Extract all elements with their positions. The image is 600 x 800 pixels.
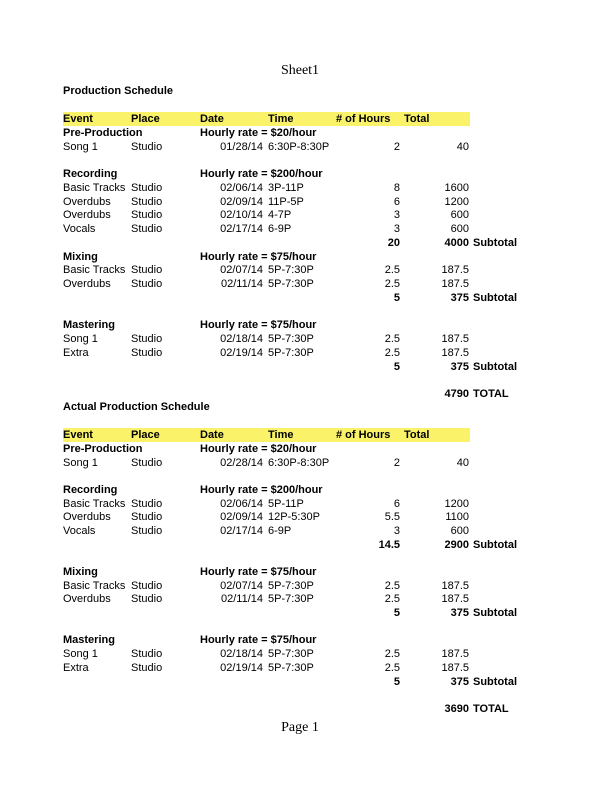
cell-place: Studio xyxy=(131,511,163,523)
cell-time: 5P-7:30P xyxy=(268,593,314,605)
header-place: Place xyxy=(131,429,160,441)
cell-event: Basic Tracks xyxy=(63,264,126,276)
cell-hours: 2.5 xyxy=(384,593,400,605)
header-event: Event xyxy=(63,429,93,441)
table-row xyxy=(63,181,523,195)
grand-total-label: TOTAL xyxy=(473,703,509,715)
cell-total: 1200 xyxy=(444,196,469,208)
cell-hours: 3 xyxy=(393,525,400,537)
cell-date: 02/18/14 xyxy=(220,333,263,345)
table-row xyxy=(63,208,523,222)
hourly-rate: Hourly rate = $75/hour xyxy=(200,251,317,263)
sheet-title: Sheet1 xyxy=(280,63,320,78)
grand-total-row xyxy=(63,702,523,716)
table-row xyxy=(63,222,523,236)
cell-hours: 2.5 xyxy=(384,264,400,276)
cell-event: Song 1 xyxy=(63,141,98,153)
grand-total-value: 3690 xyxy=(444,703,469,715)
cell-date: 02/28/14 xyxy=(220,457,263,469)
subtotal-label: Subtotal xyxy=(473,237,517,249)
cell-total: 1200 xyxy=(444,498,469,510)
cell-hours: 6 xyxy=(393,498,400,510)
cell-hours: 2.5 xyxy=(384,662,400,674)
cell-hours: 6 xyxy=(393,196,400,208)
cell-time: 5P-7:30P xyxy=(268,662,314,674)
cell-place: Studio xyxy=(131,525,163,537)
subtotal-hours: 5 xyxy=(393,292,400,304)
hourly-rate: Hourly rate = $75/hour xyxy=(200,566,317,578)
header-place: Place xyxy=(131,113,160,125)
header-hours: # of Hours xyxy=(336,113,391,125)
cell-place: Studio xyxy=(131,498,163,510)
subtotal-total: 375 xyxy=(450,361,469,373)
cell-date: 02/06/14 xyxy=(220,498,263,510)
cell-time: 6:30P-8:30P xyxy=(268,141,330,153)
hourly-rate: Hourly rate = $20/hour xyxy=(200,443,317,455)
cell-date: 02/11/14 xyxy=(220,278,263,290)
cell-time: 5P-7:30P xyxy=(268,648,314,660)
group-name: Recording xyxy=(63,168,118,180)
subtotal-row xyxy=(63,538,523,552)
table-row xyxy=(63,497,523,511)
cell-event: Song 1 xyxy=(63,648,98,660)
grand-total-row xyxy=(63,387,523,401)
group-heading-row xyxy=(63,126,523,140)
cell-event: Basic Tracks xyxy=(63,580,126,592)
cell-date: 02/06/14 xyxy=(220,182,263,194)
table-row xyxy=(63,524,523,538)
cell-event: Overdubs xyxy=(63,209,111,221)
group-name: Pre-Production xyxy=(63,443,143,455)
header-total: Total xyxy=(404,113,430,125)
header-time: Time xyxy=(268,429,294,441)
cell-place: Studio xyxy=(131,278,163,290)
subtotal-label: Subtotal xyxy=(473,676,517,688)
table-row xyxy=(63,332,523,346)
cell-hours: 3 xyxy=(393,223,400,235)
cell-time: 5P-7:30P xyxy=(268,278,314,290)
cell-time: 5P-11P xyxy=(268,498,304,510)
cell-date: 02/19/14 xyxy=(220,347,263,359)
hourly-rate: Hourly rate = $75/hour xyxy=(200,634,317,646)
cell-event: Extra xyxy=(63,662,89,674)
actual-header-row xyxy=(63,428,470,442)
cell-time: 3P-11P xyxy=(268,182,304,194)
subtotal-row xyxy=(63,606,523,620)
table-row xyxy=(63,510,523,524)
cell-hours: 2.5 xyxy=(384,580,400,592)
cell-total: 600 xyxy=(450,209,469,221)
grand-total-label: TOTAL xyxy=(473,388,509,400)
table-row xyxy=(63,346,523,360)
cell-place: Studio xyxy=(131,182,163,194)
cell-total: 187.5 xyxy=(441,333,469,345)
cell-date: 02/18/14 xyxy=(220,648,263,660)
group-name: Mixing xyxy=(63,566,98,578)
cell-total: 40 xyxy=(456,141,469,153)
header-date: Date xyxy=(200,429,224,441)
cell-place: Studio xyxy=(131,593,163,605)
group-heading-row xyxy=(63,633,523,647)
group-heading-row xyxy=(63,483,523,497)
group-name: Mastering xyxy=(63,319,115,331)
subtotal-label: Subtotal xyxy=(473,292,517,304)
cell-time: 12P-5:30P xyxy=(268,511,320,523)
cell-time: 6:30P-8:30P xyxy=(268,457,330,469)
cell-date: 02/19/14 xyxy=(220,662,263,674)
cell-time: 11P-5P xyxy=(268,196,304,208)
cell-date: 02/10/14 xyxy=(220,209,263,221)
subtotal-total: 2900 xyxy=(444,539,469,551)
cell-date: 02/11/14 xyxy=(220,593,263,605)
subtotal-hours: 5 xyxy=(393,676,400,688)
group-heading-row xyxy=(63,250,523,264)
cell-event: Extra xyxy=(63,347,89,359)
cell-time: 6-9P xyxy=(268,223,292,235)
cell-total: 600 xyxy=(450,223,469,235)
cell-total: 187.5 xyxy=(441,662,469,674)
cell-event: Song 1 xyxy=(63,333,98,345)
table-row xyxy=(63,661,523,675)
cell-event: Basic Tracks xyxy=(63,182,126,194)
group-heading-row xyxy=(63,442,523,456)
cell-total: 1600 xyxy=(444,182,469,194)
group-heading-row xyxy=(63,565,523,579)
header-date: Date xyxy=(200,113,224,125)
cell-hours: 2 xyxy=(393,141,400,153)
cell-time: 6-9P xyxy=(268,525,292,537)
cell-date: 02/07/14 xyxy=(220,264,263,276)
cell-event: Song 1 xyxy=(63,457,98,469)
cell-place: Studio xyxy=(131,264,163,276)
cell-total: 187.5 xyxy=(441,264,469,276)
cell-hours: 2 xyxy=(393,457,400,469)
cell-event: Overdubs xyxy=(63,196,111,208)
cell-hours: 5.5 xyxy=(384,511,400,523)
subtotal-total: 375 xyxy=(450,676,469,688)
header-total: Total xyxy=(404,429,430,441)
cell-total: 187.5 xyxy=(441,347,469,359)
table-row xyxy=(63,647,523,661)
subtotal-row xyxy=(63,360,523,374)
cell-place: Studio xyxy=(131,662,163,674)
cell-hours: 2.5 xyxy=(384,648,400,660)
table-row xyxy=(63,195,523,209)
cell-event: Basic Tracks xyxy=(63,498,126,510)
subtotal-row xyxy=(63,675,523,689)
cell-place: Studio xyxy=(131,223,163,235)
header-hours: # of Hours xyxy=(336,429,391,441)
cell-event: Vocals xyxy=(63,525,96,537)
subtotal-hours: 20 xyxy=(387,237,400,249)
table-row xyxy=(63,277,523,291)
subtotal-row xyxy=(63,236,523,250)
group-name: Recording xyxy=(63,484,118,496)
subtotal-hours: 5 xyxy=(393,361,400,373)
table-row xyxy=(63,579,523,593)
cell-time: 5P-7:30P xyxy=(268,264,314,276)
cell-hours: 2.5 xyxy=(384,278,400,290)
cell-event: Overdubs xyxy=(63,278,111,290)
header-time: Time xyxy=(268,113,294,125)
cell-date: 02/07/14 xyxy=(220,580,263,592)
cell-place: Studio xyxy=(131,457,163,469)
cell-place: Studio xyxy=(131,580,163,592)
hourly-rate: Hourly rate = $200/hour xyxy=(200,484,323,496)
subtotal-label: Subtotal xyxy=(473,539,517,551)
cell-total: 40 xyxy=(456,457,469,469)
cell-date: 02/09/14 xyxy=(220,196,263,208)
table-row xyxy=(63,140,523,154)
table-row xyxy=(63,263,523,277)
cell-time: 5P-7:30P xyxy=(268,347,314,359)
page-footer: Page 1 xyxy=(281,720,319,735)
cell-place: Studio xyxy=(131,196,163,208)
subtotal-hours: 5 xyxy=(393,607,400,619)
hourly-rate: Hourly rate = $75/hour xyxy=(200,319,317,331)
cell-date: 02/17/14 xyxy=(220,223,263,235)
subtotal-total: 375 xyxy=(450,607,469,619)
group-heading-row xyxy=(63,318,523,332)
grand-total-value: 4790 xyxy=(444,388,469,400)
table-row xyxy=(63,456,523,470)
production-header-row xyxy=(63,112,470,126)
cell-total: 187.5 xyxy=(441,278,469,290)
cell-hours: 3 xyxy=(393,209,400,221)
cell-hours: 2.5 xyxy=(384,333,400,345)
cell-date: 02/09/14 xyxy=(220,511,263,523)
cell-event: Overdubs xyxy=(63,593,111,605)
subtotal-total: 375 xyxy=(450,292,469,304)
cell-place: Studio xyxy=(131,209,163,221)
actual-production-schedule-title: Actual Production Schedule xyxy=(63,401,210,413)
cell-total: 187.5 xyxy=(441,593,469,605)
hourly-rate: Hourly rate = $200/hour xyxy=(200,168,323,180)
cell-place: Studio xyxy=(131,333,163,345)
cell-total: 1100 xyxy=(445,511,469,523)
cell-total: 187.5 xyxy=(441,648,469,660)
subtotal-label: Subtotal xyxy=(473,607,517,619)
cell-time: 5P-7:30P xyxy=(268,580,314,592)
subtotal-hours: 14.5 xyxy=(378,539,400,551)
cell-hours: 8 xyxy=(393,182,400,194)
cell-event: Overdubs xyxy=(63,511,111,523)
cell-place: Studio xyxy=(131,347,163,359)
group-heading-row xyxy=(63,167,523,181)
subtotal-row xyxy=(63,291,523,305)
hourly-rate: Hourly rate = $20/hour xyxy=(200,127,317,139)
group-name: Pre-Production xyxy=(63,127,143,139)
cell-total: 187.5 xyxy=(441,580,469,592)
production-schedule-title: Production Schedule xyxy=(63,85,174,97)
group-name: Mastering xyxy=(63,634,115,646)
subtotal-total: 4000 xyxy=(444,237,469,249)
cell-time: 4-7P xyxy=(268,209,292,221)
cell-time: 5P-7:30P xyxy=(268,333,314,345)
cell-total: 600 xyxy=(450,525,469,537)
cell-place: Studio xyxy=(131,648,163,660)
cell-place: Studio xyxy=(131,141,163,153)
cell-hours: 2.5 xyxy=(384,347,400,359)
cell-date: 02/17/14 xyxy=(220,525,263,537)
subtotal-label: Subtotal xyxy=(473,361,517,373)
header-event: Event xyxy=(63,113,93,125)
table-row xyxy=(63,592,523,606)
group-name: Mixing xyxy=(63,251,98,263)
cell-date: 01/28/14 xyxy=(220,141,263,153)
cell-event: Vocals xyxy=(63,223,96,235)
